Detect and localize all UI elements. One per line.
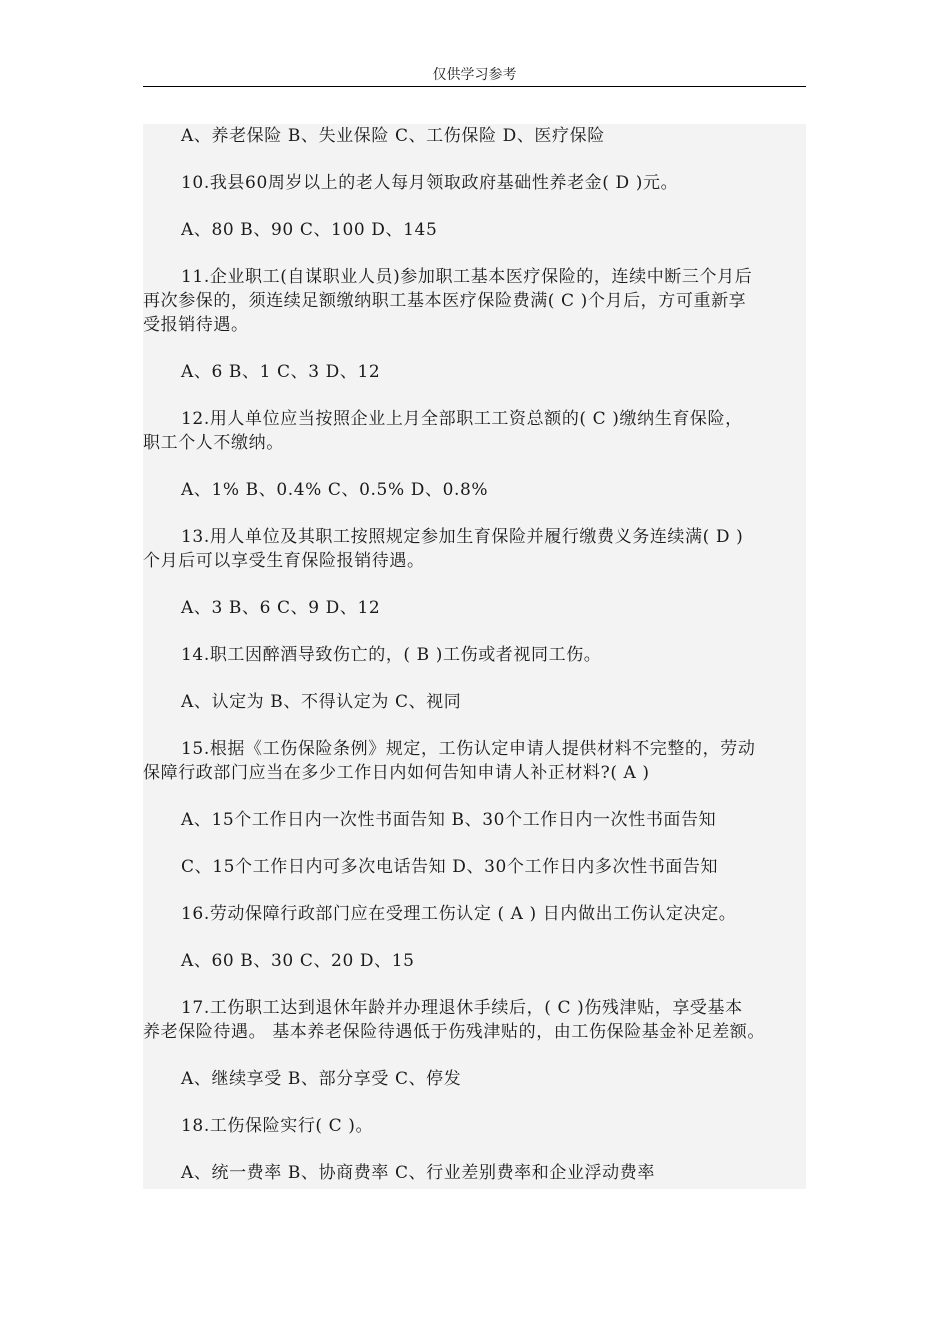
paragraph bbox=[143, 690, 806, 714]
text-line: A、3 B、6 C、9 D、12 bbox=[181, 598, 381, 618]
paragraph bbox=[143, 996, 806, 1044]
text-line: A、6 B、1 C、3 D、12 bbox=[181, 362, 381, 382]
paragraph-gap bbox=[143, 573, 806, 596]
text-line: 个月后可以享受生育保险报销待遇。 bbox=[143, 551, 425, 571]
document-body bbox=[143, 124, 806, 1189]
paragraph-gap bbox=[143, 502, 806, 525]
text-line: C、15个工作日内可多次电话告知 D、30个工作日内多次性书面告知 bbox=[181, 857, 719, 877]
paragraph bbox=[143, 808, 806, 832]
paragraph-gap bbox=[143, 832, 806, 855]
paragraph-gap bbox=[143, 1138, 806, 1161]
paragraph bbox=[143, 478, 806, 502]
text-line: 10.我县60周岁以上的老人每月领取政府基础性养老金( D )元。 bbox=[181, 173, 679, 193]
text-line: 职工个人不缴纳。 bbox=[143, 433, 284, 453]
text-line: 受报销待遇。 bbox=[143, 315, 249, 335]
paragraph-gap bbox=[143, 785, 806, 808]
paragraph bbox=[143, 902, 806, 926]
paragraph bbox=[143, 737, 806, 785]
paragraph bbox=[143, 1067, 806, 1091]
text-line: 再次参保的，须连续足额缴纳职工基本医疗保险费满( C )个月后，方可重新享 bbox=[143, 291, 747, 311]
paragraph-gap bbox=[143, 1091, 806, 1114]
paragraph-gap bbox=[143, 973, 806, 996]
paragraph bbox=[143, 643, 806, 667]
page-header: 仅供学习参考 bbox=[432, 67, 517, 83]
paragraph-gap bbox=[143, 667, 806, 690]
paragraph bbox=[143, 596, 806, 620]
text-line: A、1% B、0.4% C、0.5% D、0.8% bbox=[181, 480, 489, 500]
text-line: 12.用人单位应当按照企业上月全部职工工资总额的( C )缴纳生育保险， bbox=[181, 409, 743, 429]
paragraph bbox=[143, 124, 806, 148]
text-line: A、60 B、30 C、20 D、15 bbox=[181, 951, 415, 971]
text-line: A、认定为 B、不得认定为 C、视同 bbox=[181, 692, 462, 712]
paragraph bbox=[143, 407, 806, 455]
paragraph bbox=[143, 171, 806, 195]
paragraph-gap bbox=[143, 455, 806, 478]
paragraph bbox=[143, 1161, 806, 1185]
text-line: A、统一费率 B、协商费率 C、行业差别费率和企业浮动费率 bbox=[181, 1163, 655, 1183]
text-line: 17.工伤职工达到退休年龄并办理退休手续后，( C )伤残津贴，享受基本 bbox=[181, 998, 743, 1018]
text-line: 14.职工因醉酒导致伤亡的，( B )工伤或者视同工伤。 bbox=[181, 645, 602, 665]
text-line: A、15个工作日内一次性书面告知 B、30个工作日内一次性书面告知 bbox=[181, 810, 717, 830]
paragraph-gap bbox=[143, 384, 806, 407]
text-line: A、80 B、90 C、100 D、145 bbox=[181, 220, 438, 240]
paragraph-gap bbox=[143, 926, 806, 949]
paragraph bbox=[143, 360, 806, 384]
text-line: 16.劳动保障行政部门应在受理工伤认定 ( A ) 日内做出工伤认定决定。 bbox=[181, 904, 737, 924]
paragraph-gap bbox=[143, 620, 806, 643]
paragraph-gap bbox=[143, 879, 806, 902]
text-line: 18.工伤保险实行( C )。 bbox=[181, 1116, 374, 1136]
text-line: 11.企业职工(自谋职业人员)参加职工基本医疗保险的，连续中断三个月后 bbox=[181, 267, 753, 287]
paragraph-gap bbox=[143, 1044, 806, 1067]
paragraph-gap bbox=[143, 242, 806, 265]
paragraph bbox=[143, 525, 806, 573]
paragraph bbox=[143, 1114, 806, 1138]
paragraph bbox=[143, 855, 806, 879]
text-line: 15.根据《工伤保险条例》规定，工伤认定申请人提供材料不完整的，劳动 bbox=[181, 739, 756, 759]
text-line: A、养老保险 B、失业保险 C、工伤保险 D、医疗保险 bbox=[181, 126, 605, 146]
text-line: 13.用人单位及其职工按照规定参加生育保险并履行缴费义务连续满( D ) bbox=[181, 527, 744, 547]
paragraph-gap bbox=[143, 714, 806, 737]
paragraph bbox=[143, 218, 806, 242]
header-rule bbox=[143, 86, 806, 87]
text-line: 保障行政部门应当在多少工作日内如何告知申请人补正材料?( A ) bbox=[143, 763, 650, 783]
paragraph bbox=[143, 265, 806, 337]
paragraph-gap bbox=[143, 148, 806, 171]
text-line: 养老保险待遇。 基本养老保险待遇低于伤残津贴的，由工伤保险基金补足差额。 bbox=[143, 1022, 766, 1042]
text-line: A、继续享受 B、部分享受 C、停发 bbox=[181, 1069, 462, 1089]
paragraph bbox=[143, 949, 806, 973]
paragraph-gap bbox=[143, 195, 806, 218]
paragraph-gap bbox=[143, 337, 806, 360]
